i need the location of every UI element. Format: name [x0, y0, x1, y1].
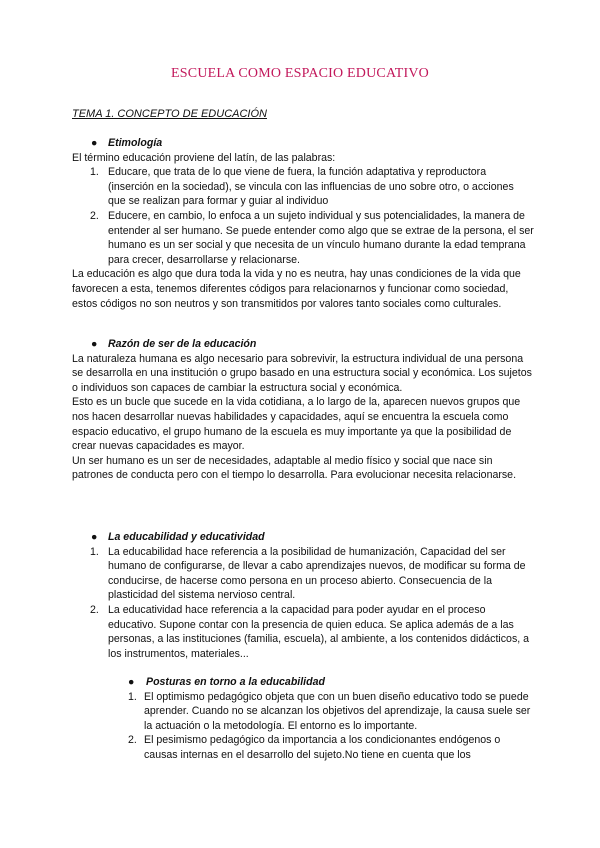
- bullet-icon: ●: [91, 338, 98, 350]
- numbered-list: [72, 165, 534, 267]
- section-educabilidad: [72, 530, 534, 661]
- paragraph: Esto es un bucle que sucede en la vida cotidiana, a lo largo de la, aparecen nuevos grupos que nos hacen desarrollar nuevas habilidades y capacidades, aquí se encuentra la escuela como espacio educativo, el grupo humano de la escuela es muy importante ya que la posibilidad de crear nuevas capacidades es mayor.: [72, 396, 521, 453]
- numbered-list: [72, 545, 534, 662]
- bullet-icon: ●: [128, 676, 135, 688]
- section-razon: [72, 337, 534, 483]
- list-item: 1. El optimismo pedagógico objeta que con un buen diseño educativo todo se puede aprender. Cuando no se alcanzan los objetivos del aprendizaje, la causa suele ser la actuación o la metodología. El entorno es lo importante.: [128, 690, 531, 732]
- bullet-icon: ●: [91, 137, 98, 149]
- list-item: 2. Educere, en cambio, lo enfoca a un sujeto individual y sus potencialidades, la manera de entender al ser humano. Se puede entender como algo que se extrae de la persona, el ser humano es un ser social y que necesita de un vínculo humano durante la edad temprana para crecer, desarrollarse y relacionarse.: [90, 209, 534, 266]
- heading-razon: ● Razón de ser de la educación: [91, 338, 257, 350]
- paragraph: La naturaleza humana es algo necesario para sobrevivir, la estructura individual de una persona se desarrolla en una institución o grupo basado en una estructura social y económica. Los sujetos o individuos son capaces de cambiar la estructura social y económica.: [72, 352, 532, 394]
- heading-etimologia: ● Etimología: [91, 137, 163, 149]
- section-posturas: [108, 675, 534, 763]
- paragraph: La educación es algo que dura toda la vida y no es neutra, hay unas condiciones de la vida que favorecen a esta, tenemos diferentes códigos para relacionarnos y funcionar como sociedad, estos códigos no son neutros y son transmitidos por valores tanto sociales como culturales.: [72, 268, 521, 310]
- bullet-icon: ●: [91, 531, 98, 543]
- list-item: 2. La educatividad hace referencia a la capacidad para poder ayudar en el proceso educativo. Supone contar con la presencia de quien educa. Se aplica además de a las personas, a las instituciones (familia, escuela), al ambiente, a los contenidos didácticos, a los instrumentos, materiales...: [90, 603, 530, 660]
- heading-educabilidad: ● La educabilidad y educatividad: [91, 531, 265, 543]
- heading-posturas: ● Posturas en torno a la educabilidad: [128, 676, 325, 688]
- list-item: 1. Educare, que trata de lo que viene de fuera, la función adaptativa y reproductora (inserción en la sociedad), se vincula con las influencias de uno sobre otro, o acciones que se realizan para formar y guiar al individuo: [90, 166, 514, 208]
- list-item: 1. La educabilidad hace referencia a la posibilidad de humanización, Capacidad del ser humano de configurarse, de llevar a cabo aprendizajes nuevos, de modificar su forma de conducirse, de hacerse como persona en un proceso abierto. Consecuencia de la plasticidad del sistema nervioso central.: [90, 545, 526, 602]
- paragraph: El término educación proviene del latín, de las palabras:: [72, 151, 336, 164]
- document-title: ESCUELA COMO ESPACIO EDUCATIVO: [171, 66, 429, 81]
- section-etimologia: [72, 136, 534, 311]
- section-heading-tema: TEMA 1. CONCEPTO DE EDUCACIÓN: [72, 108, 267, 120]
- numbered-list: [108, 690, 534, 763]
- paragraph: Un ser humano es un ser de necesidades, adaptable al medio físico y social que nace sin patrones de conducta pero con el tiempo lo desarrolla. Para evolucionar necesita relacionarse.: [72, 454, 517, 482]
- list-item: 2. El pesimismo pedagógico da importancia a los condicionantes endógenos o causas internas en el desarrollo del sujeto.No tiene en cuenta que los: [128, 734, 501, 761]
